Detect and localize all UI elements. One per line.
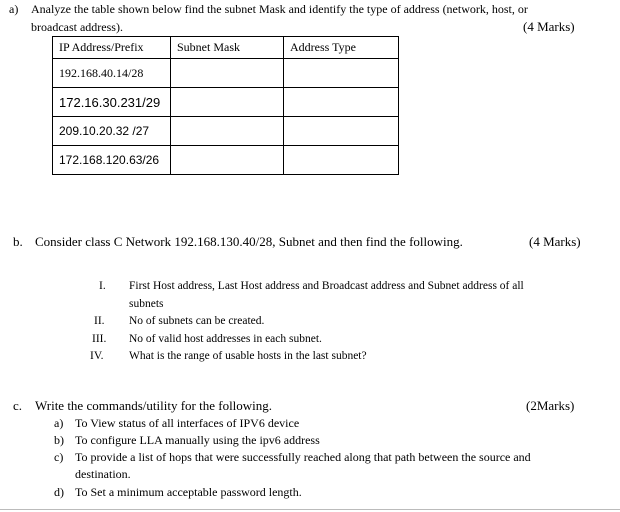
ip-prefix-cell: 172.16.30.231/29 (53, 88, 171, 117)
address-type-cell (284, 117, 399, 146)
question-c-item-num: a) (54, 416, 64, 430)
question-b-item-text: What is the range of usable hosts in the last subnet? (129, 350, 367, 362)
table-row (53, 88, 399, 117)
question-a-text-line1: Analyze the table shown below find the subnet Mask and identify the type of address (network, host, or (31, 2, 528, 16)
question-c-item-num: d) (54, 485, 64, 499)
question-c-item-text: To provide a list of hops that were successfully reached along that path between the source and (75, 450, 531, 464)
question-b-item-text-cont: subnets (129, 298, 164, 310)
address-table (52, 36, 399, 175)
question-a-marks: (4 Marks) (523, 19, 575, 34)
table-row (53, 117, 399, 146)
address-type-cell (284, 146, 399, 175)
ip-prefix-cell: 209.10.20.32 /27 (53, 117, 171, 146)
subnet-mask-cell (171, 59, 284, 88)
table-row (53, 59, 399, 88)
question-b-item-text: First Host address, Last Host address and Broadcast address and Subnet address of all (129, 280, 524, 292)
header-ip-prefix: IP Address/Prefix (53, 37, 171, 59)
header-address-type: Address Type (284, 37, 399, 59)
page-bottom-divider (0, 509, 620, 510)
question-c-item-text: To configure LLA manually using the ipv6 address (75, 433, 320, 447)
question-b-marks: (4 Marks) (529, 234, 581, 249)
address-type-cell (284, 59, 399, 88)
address-type-cell (284, 88, 399, 117)
ip-prefix-cell: 192.168.40.14/28 (53, 59, 171, 88)
question-b-text: Consider class C Network 192.168.130.40/28, Subnet and then find the following. (35, 234, 463, 249)
question-b-label: b. (13, 234, 23, 249)
question-c-marks: (2Marks) (526, 398, 575, 413)
question-b-item-num: II. (94, 315, 105, 327)
table-header-row (53, 37, 399, 59)
subnet-mask-cell (171, 146, 284, 175)
question-c-item-num: c) (54, 450, 64, 464)
header-subnet-mask: Subnet Mask (171, 37, 284, 59)
table-row (53, 146, 399, 175)
subnet-mask-cell (171, 117, 284, 146)
question-c-text: Write the commands/utility for the following. (35, 398, 273, 413)
question-b-item-num: III. (92, 333, 107, 345)
question-c-item-num: b) (54, 433, 64, 447)
question-a-text-line2: broadcast address). (31, 20, 123, 34)
question-b-item-text: No of valid host addresses in each subnet. (129, 333, 322, 345)
question-b-item-num: I. (99, 280, 106, 292)
question-b-item-text: No of subnets can be created. (129, 315, 265, 327)
question-c-item-text-cont: destination. (75, 467, 131, 481)
question-b-item-num: IV. (90, 350, 104, 362)
subnet-mask-cell (171, 88, 284, 117)
question-a-label: a) (9, 2, 19, 16)
question-c-item-text: To View status of all interfaces of IPV6 device (75, 416, 300, 430)
ip-prefix-cell: 172.168.120.63/26 (53, 146, 171, 175)
question-c-item-text: To Set a minimum acceptable password length. (75, 485, 302, 499)
question-c-label: c. (13, 398, 23, 413)
